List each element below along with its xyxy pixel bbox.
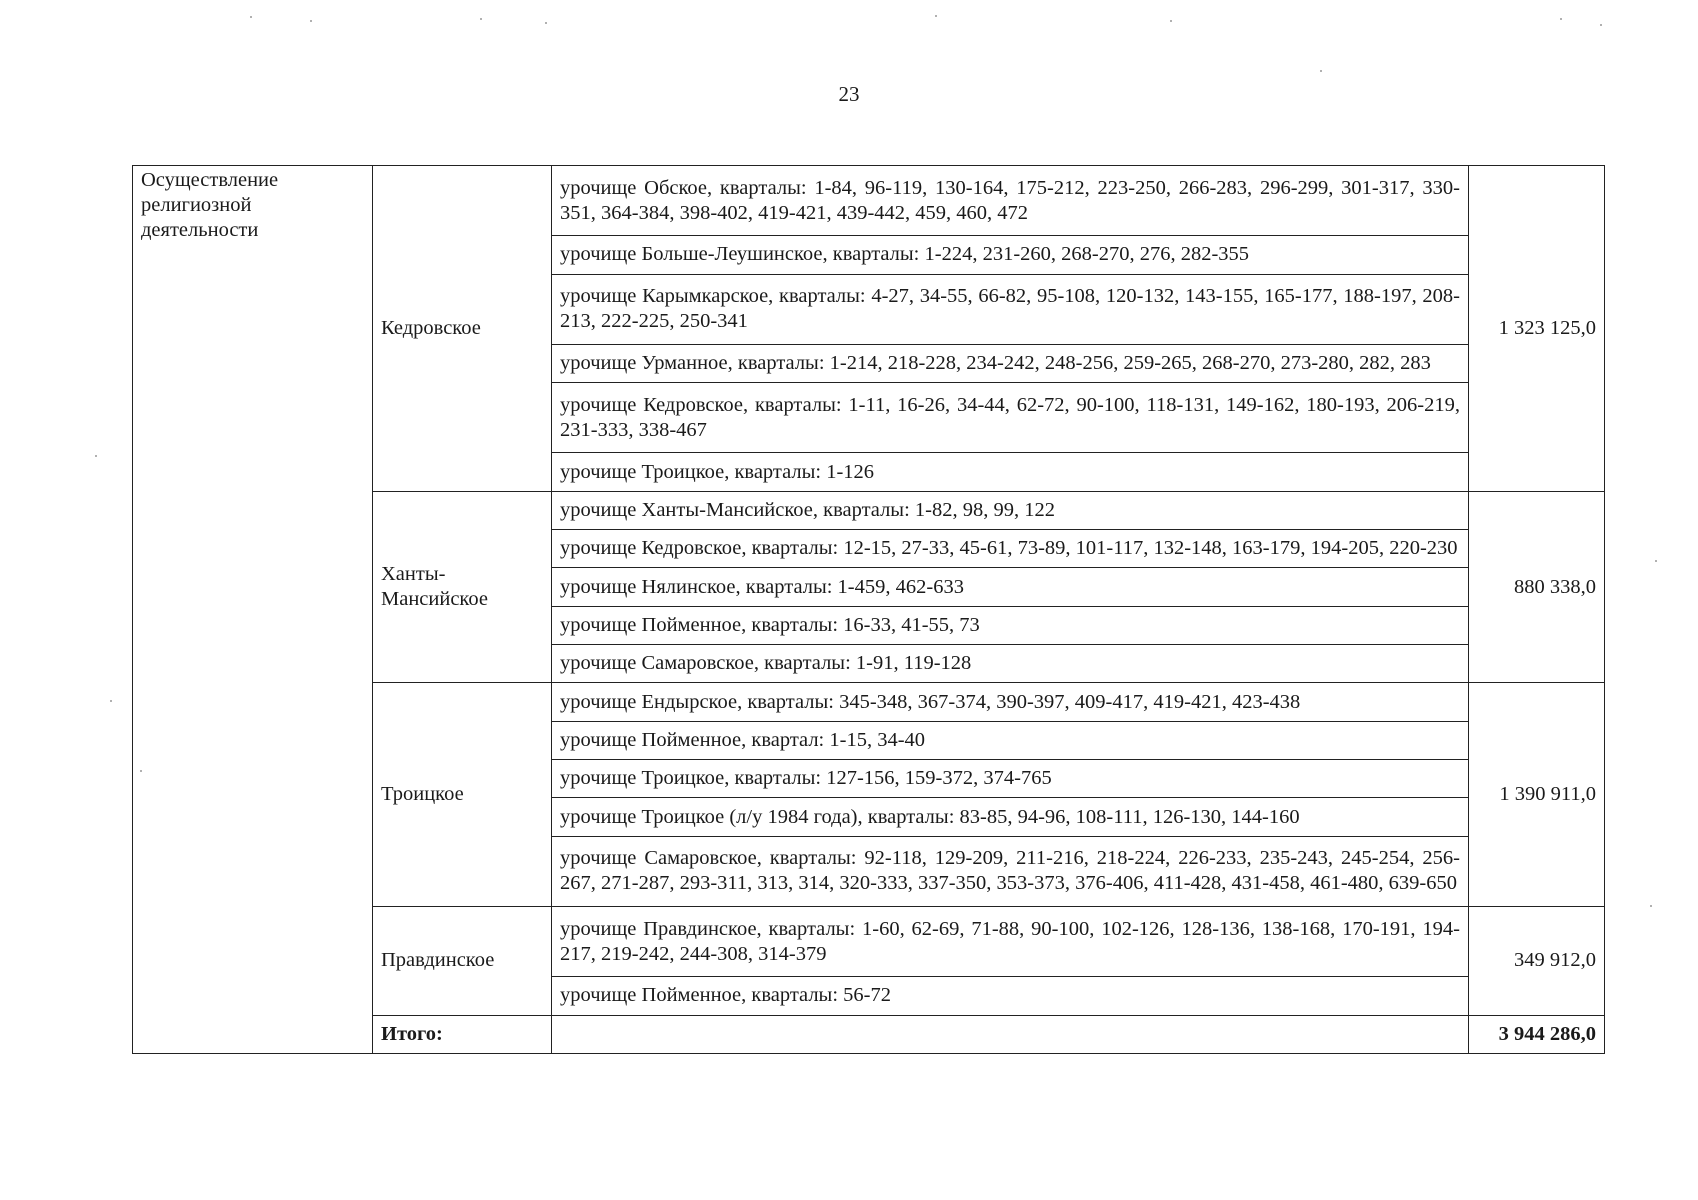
area-cell: 349 912,0: [1469, 907, 1605, 1016]
scan-speck: [1650, 905, 1652, 907]
forest-lands-table: [132, 165, 1605, 1054]
tract-cell: урочище Ендырское, кварталы: 345-348, 367-374, 390-397, 409-417, 419-421, 423-438: [552, 683, 1469, 721]
tract-cell: урочище Троицкое (л/у 1984 года), кварталы: 83-85, 94-96, 108-111, 126-130, 144-160: [552, 798, 1469, 836]
scan-speck: [480, 18, 482, 20]
tract-cell: урочище Нялинское, кварталы: 1-459, 462-633: [552, 568, 1469, 606]
tract-cell: урочище Кедровское, кварталы: 12-15, 27-33, 45-61, 73-89, 101-117, 132-148, 163-179, 194-205, 220-230: [552, 530, 1469, 568]
tract-cell: урочище Правдинское, кварталы: 1-60, 62-69, 71-88, 90-100, 102-126, 128-136, 138-168, 170-191, 194-217, 219-242, 244-308, 314-379: [552, 907, 1469, 977]
scan-speck: [1320, 70, 1322, 72]
scan-speck: [1560, 18, 1562, 20]
scan-speck: [310, 20, 312, 22]
area-cell: 1 323 125,0: [1469, 166, 1605, 492]
tract-cell: урочище Урманное, кварталы: 1-214, 218-228, 234-242, 248-256, 259-265, 268-270, 273-280, 282, 283: [552, 344, 1469, 382]
scan-speck: [110, 700, 112, 702]
tract-cell: урочище Обское, кварталы: 1-84, 96-119, 130-164, 175-212, 223-250, 266-283, 296-299, 301-317, 330-351, 364-384, 398-402, 419-421, 439-442, 459, 460, 472: [552, 166, 1469, 236]
tract-cell: урочище Пойменное, кварталы: 56-72: [552, 977, 1469, 1015]
total-label: Итого:: [373, 1015, 552, 1053]
tract-cell: урочище Больше-Леушинское, кварталы: 1-224, 231-260, 268-270, 276, 282-355: [552, 236, 1469, 274]
activity-cell: Осуществление религиозной деятельности: [133, 166, 373, 1054]
tract-cell: урочище Кедровское, кварталы: 1-11, 16-26, 34-44, 62-72, 90-100, 118-131, 149-162, 180-193, 206-219, 231-333, 338-467: [552, 383, 1469, 453]
scan-speck: [95, 455, 97, 457]
scan-speck: [250, 16, 252, 18]
table-row: [133, 166, 1605, 236]
forestry-district-cell: Правдинское: [373, 907, 552, 1016]
tract-cell: урочище Троицкое, кварталы: 127-156, 159-372, 374-765: [552, 760, 1469, 798]
total-empty-cell: [552, 1015, 1469, 1053]
scan-speck: [545, 22, 547, 24]
tract-cell: урочище Ханты-Мансийское, кварталы: 1-82, 98, 99, 122: [552, 491, 1469, 529]
forestry-district-cell: Троицкое: [373, 683, 552, 907]
forestry-district-cell: Кедровское: [373, 166, 552, 492]
tract-cell: урочище Пойменное, квартал: 1-15, 34-40: [552, 721, 1469, 759]
scan-speck: [1170, 20, 1172, 22]
scan-speck: [1655, 560, 1657, 562]
forestry-district-cell: Ханты-Мансийское: [373, 491, 552, 683]
tract-cell: урочище Самаровское, кварталы: 1-91, 119-128: [552, 645, 1469, 683]
tract-cell: урочище Самаровское, кварталы: 92-118, 129-209, 211-216, 218-224, 226-233, 235-243, 245-254, 256-267, 271-287, 293-311, 313, 314, 320-333, 337-350, 353-373, 376-406, 411-428, 431-458, 461-480, 639-650: [552, 836, 1469, 906]
scan-speck: [935, 15, 937, 17]
page-number: 23: [838, 82, 860, 106]
area-cell: 880 338,0: [1469, 491, 1605, 683]
scan-speck: [140, 770, 142, 772]
tract-cell: урочище Троицкое, кварталы: 1-126: [552, 453, 1469, 491]
tract-cell: урочище Карымкарское, кварталы: 4-27, 34-55, 66-82, 95-108, 120-132, 143-155, 165-177, 188-197, 208-213, 222-225, 250-341: [552, 274, 1469, 344]
scan-speck: [1600, 24, 1602, 26]
area-cell: 1 390 911,0: [1469, 683, 1605, 907]
tract-cell: урочище Пойменное, кварталы: 16-33, 41-55, 73: [552, 606, 1469, 644]
total-area: 3 944 286,0: [1469, 1015, 1605, 1053]
